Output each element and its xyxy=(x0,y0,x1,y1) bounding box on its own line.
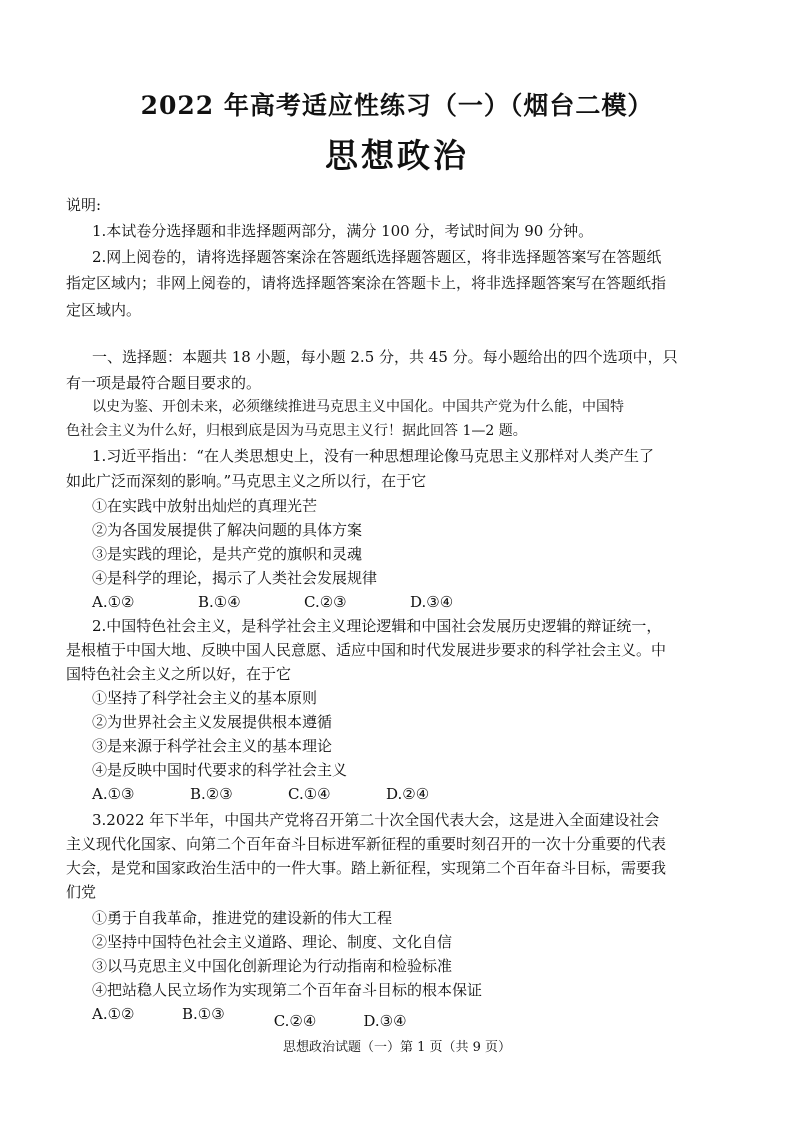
material-text-cont: 色社会主义为什么好，归根到底是因为马克思主义行！据此回答 1—2 题。 xyxy=(66,423,527,439)
option-b[interactable]: B.①④ xyxy=(198,593,241,611)
option-a[interactable]: A.①② xyxy=(92,1005,135,1023)
option-d[interactable]: D.③④ xyxy=(363,1012,407,1030)
question-2-statement: ④是反映中国时代要求的科学社会主义 xyxy=(92,761,348,779)
subject-title: 思想政治 xyxy=(325,136,469,175)
option-b[interactable]: B.①③ xyxy=(182,1005,225,1023)
question-2-statement: ②为世界社会主义发展提供根本遵循 xyxy=(92,713,333,731)
question-1-stem-cont: 如此广泛而深刻的影响。”马克思主义之所以行，在于它 xyxy=(66,472,427,490)
option-b[interactable]: B.②③ xyxy=(190,785,233,803)
question-2-stem-cont: 是根植于中国大地、反映中国人民意愿、适应中国和时代发展进步要求的科学社会主义。中 xyxy=(66,641,667,659)
exam-title: 2022 年高考适应性练习（一）（烟台二模） xyxy=(140,91,654,120)
question-1-statement: ②为各国发展提供了解决问题的具体方案 xyxy=(92,521,363,539)
question-1-statement: ①在实践中放射出灿烂的真理光芒 xyxy=(92,497,318,515)
question-3-statement: ④把站稳人民立场作为实现第二个百年奋斗目标的根本保证 xyxy=(92,981,483,999)
instruction-item-2-end: 定区域内。 xyxy=(66,301,142,319)
option-c[interactable]: C.②④ xyxy=(273,1012,317,1030)
question-3-stem: 3.2022 年下半年，中国共产党将召开第二十次全国代表大会，这是进入全面建设社会 xyxy=(92,811,660,829)
instruction-item-1: 1.本试卷分选择题和非选择题两部分，满分 100 分，考试时间为 90 分钟。 xyxy=(92,222,594,240)
option-d[interactable]: D.③④ xyxy=(410,593,454,611)
option-a[interactable]: A.①② xyxy=(92,593,135,611)
question-3-statement: ②坚持中国特色社会主义道路、理论、制度、文化自信 xyxy=(92,933,453,951)
question-3-stem-cont: 大会，是党和国家政治生活中的一件大事。踏上新征程，实现第二个百年奋斗目标，需要我 xyxy=(66,859,667,877)
question-1-stem: 1.习近平指出：“在人类思想史上，没有一种思想理论像马克思主义那样对人类产生了 xyxy=(92,447,654,465)
question-3-statement: ①勇于自我革命，推进党的建设新的伟大工程 xyxy=(92,909,393,927)
question-2-options xyxy=(92,781,732,807)
question-3-stem-cont: 主义现代化国家、向第二个百年奋斗目标进军新征程的重要时刻召开的一次十分重要的代表 xyxy=(66,835,667,853)
question-3-options-cd xyxy=(250,1012,430,1030)
question-1-statement: ④是科学的理论，揭示了人类社会发展规律 xyxy=(92,569,378,587)
instructions-heading: 说明: xyxy=(66,196,102,214)
instruction-item-2: 2.网上阅卷的，请将选择题答案涂在答题纸选择题答题区，将非选择题答案写在答题纸 xyxy=(92,248,662,266)
option-a[interactable]: A.①③ xyxy=(92,785,135,803)
option-d[interactable]: D.②④ xyxy=(386,785,430,803)
page-number-text: 思想政治试题（一）第 1 页（共 9 页） xyxy=(282,1040,512,1055)
question-3-stem-cont: 们党 xyxy=(66,883,97,901)
material-text: 以史为鉴、开创未来，必须继续推进马克思主义中国化。中国共产党为什么能，中国特 xyxy=(92,399,624,415)
instruction-item-2-cont: 指定区域内；非网上阅卷的，请将选择题答案涂在答题卡上，将非选择题答案写在答题纸指 xyxy=(66,274,667,292)
option-c[interactable]: C.①④ xyxy=(288,785,331,803)
question-2-stem-cont: 国特色社会主义之所以好，在于它 xyxy=(66,665,292,683)
question-2-stem: 2.中国特色社会主义，是科学社会主义理论逻辑和中国社会发展历史逻辑的辩证统一， xyxy=(92,617,662,635)
option-c[interactable]: C.②③ xyxy=(304,593,347,611)
question-1-options xyxy=(92,589,732,615)
question-2-statement: ③是来源于科学社会主义的基本理论 xyxy=(92,737,333,755)
section-heading-cont: 有一项是最符合题目要求的。 xyxy=(66,374,262,392)
question-2-statement: ①坚持了科学社会主义的基本原则 xyxy=(92,689,318,707)
question-1-statement: ③是实践的理论，是共产党的旗帜和灵魂 xyxy=(92,545,363,563)
question-3-statement: ③以马克思主义中国化创新理论为行动指南和检验标准 xyxy=(92,957,453,975)
section-heading: 一、选择题：本题共 18 小题，每小题 2.5 分，共 45 分。每小题给出的四个选项中，只 xyxy=(92,348,678,366)
